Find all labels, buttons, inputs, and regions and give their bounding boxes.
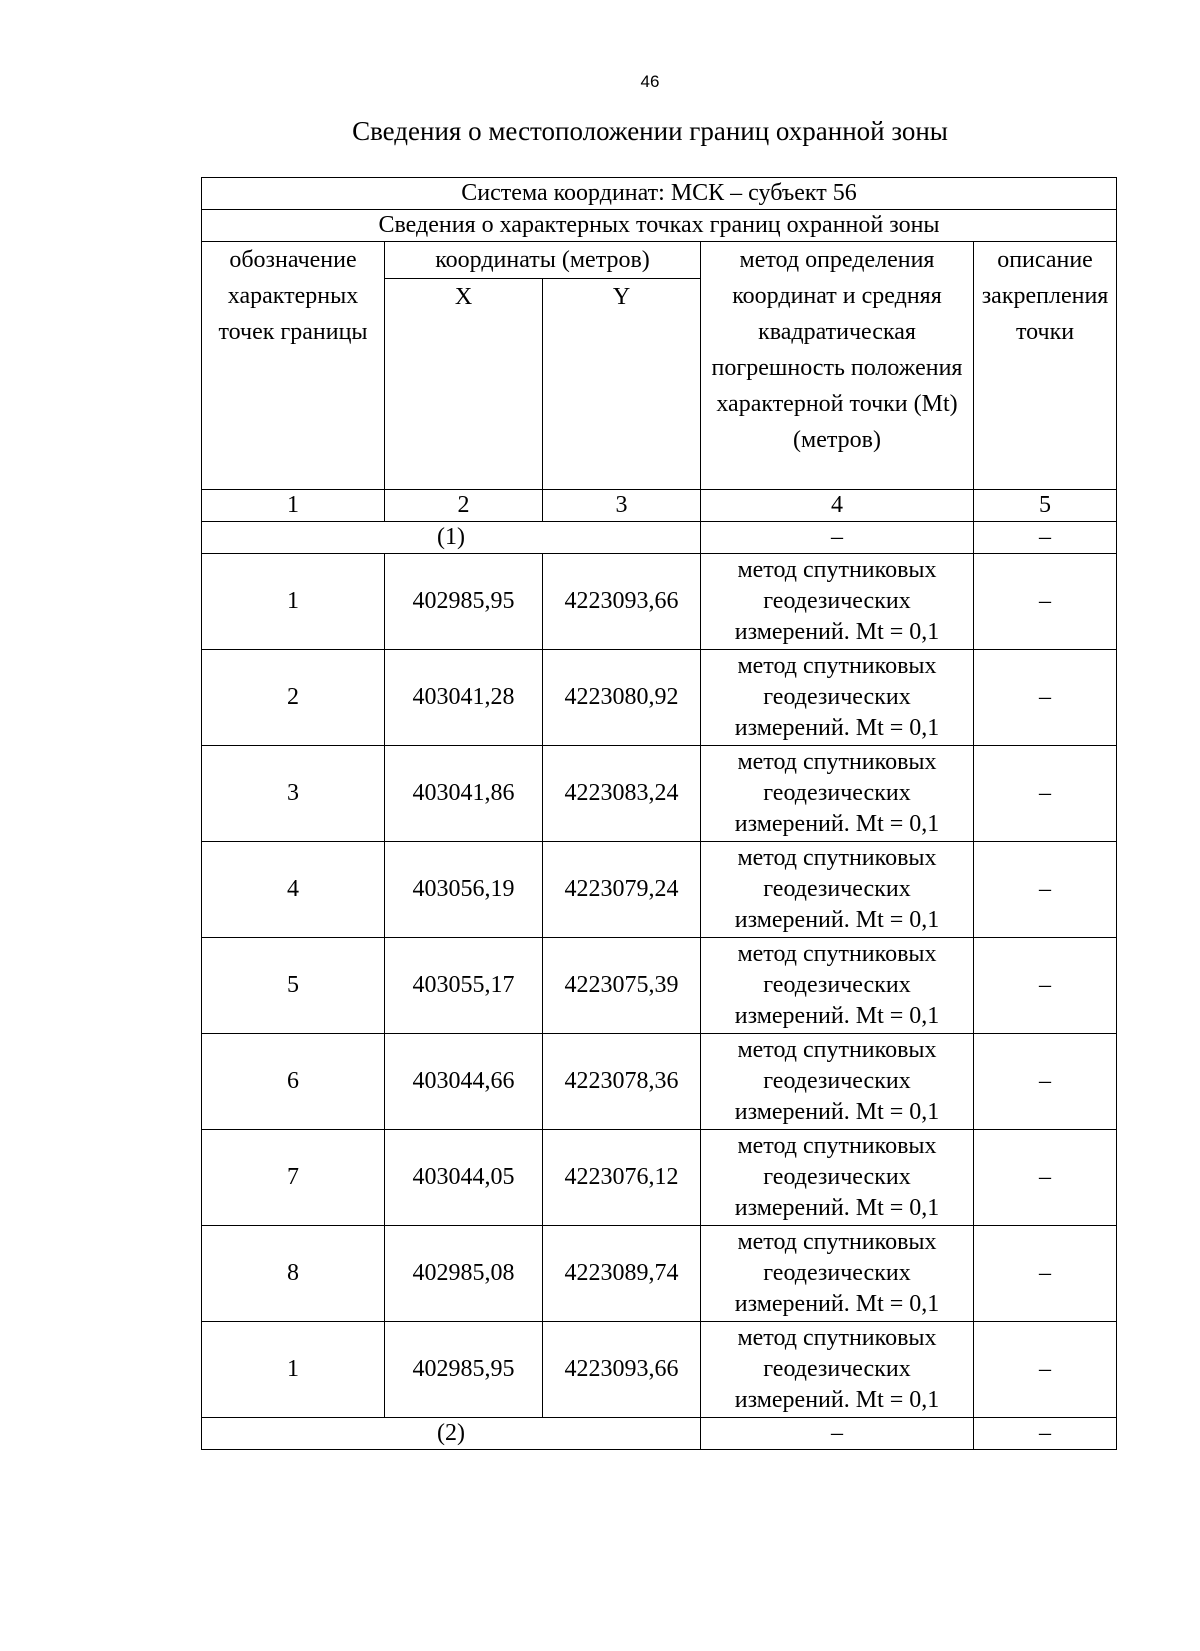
document-title: Сведения о местоположении границ охранной зоны <box>352 116 948 146</box>
y-coordinate-cell: 4223080,92 <box>543 650 701 746</box>
table-row <box>202 1130 1117 1226</box>
method-cell: метод спутниковых геодезических измерений. Mt = 0,1 <box>701 938 974 1034</box>
method-cell: метод спутниковых геодезических измерений. Mt = 0,1 <box>701 1130 974 1226</box>
contour-row-1 <box>202 522 1117 554</box>
x-coordinate-cell: 403044,05 <box>385 1130 543 1226</box>
method-cell: метод спутниковых геодезических измерений. Mt = 0,1 <box>701 1322 974 1418</box>
header-description: описание закрепления точки <box>974 242 1117 490</box>
page-number: 46 <box>640 72 660 91</box>
y-coordinate-cell: 4223093,66 <box>543 554 701 650</box>
x-coordinate-cell: 402985,95 <box>385 1322 543 1418</box>
contour-row-2 <box>202 1418 1117 1450</box>
column-number: 4 <box>701 490 974 522</box>
x-coordinate-cell: 402985,08 <box>385 1226 543 1322</box>
description-cell: – <box>974 1130 1117 1226</box>
description-cell: – <box>974 938 1117 1034</box>
table-row <box>202 1226 1117 1322</box>
contour-method: – <box>701 1418 974 1450</box>
y-coordinate-cell: 4223089,74 <box>543 1226 701 1322</box>
x-coordinate-cell: 403041,28 <box>385 650 543 746</box>
method-cell: метод спутниковых геодезических измерений. Mt = 0,1 <box>701 1034 974 1130</box>
contour-label: (1) <box>202 522 701 554</box>
y-coordinate-cell: 4223076,12 <box>543 1130 701 1226</box>
table-row <box>202 842 1117 938</box>
point-number-cell: 6 <box>202 1034 385 1130</box>
column-number: 1 <box>202 490 385 522</box>
y-coordinate-cell: 4223079,24 <box>543 842 701 938</box>
x-coordinate-cell: 403056,19 <box>385 842 543 938</box>
y-coordinate-cell: 4223083,24 <box>543 746 701 842</box>
point-number-cell: 1 <box>202 554 385 650</box>
description-cell: – <box>974 1226 1117 1322</box>
coordinate-system-cell: Система координат: МСК – субъект 56 <box>202 178 1117 210</box>
description-cell: – <box>974 554 1117 650</box>
method-cell: метод спутниковых геодезических измерений. Mt = 0,1 <box>701 1226 974 1322</box>
point-number-cell: 7 <box>202 1130 385 1226</box>
header-method: метод определения координат и средняя квадратическая погрешность положения характерной точки (Mt) (метров) <box>701 242 974 490</box>
table-row <box>202 1322 1117 1418</box>
point-number-cell: 2 <box>202 650 385 746</box>
description-cell: – <box>974 650 1117 746</box>
section-title-row <box>202 210 1117 242</box>
method-cell: метод спутниковых геодезических измерений. Mt = 0,1 <box>701 842 974 938</box>
y-coordinate-cell: 4223075,39 <box>543 938 701 1034</box>
column-number: 5 <box>974 490 1117 522</box>
y-coordinate-cell: 4223093,66 <box>543 1322 701 1418</box>
contour-label: (2) <box>202 1418 701 1450</box>
contour-description: – <box>974 1418 1117 1450</box>
column-number: 3 <box>543 490 701 522</box>
x-coordinate-cell: 403055,17 <box>385 938 543 1034</box>
point-number-cell: 3 <box>202 746 385 842</box>
contour-method: – <box>701 522 974 554</box>
y-coordinate-cell: 4223078,36 <box>543 1034 701 1130</box>
contour-description: – <box>974 522 1117 554</box>
column-number: 2 <box>385 490 543 522</box>
x-coordinate-cell: 402985,95 <box>385 554 543 650</box>
table-row <box>202 746 1117 842</box>
x-coordinate-cell: 403044,66 <box>385 1034 543 1130</box>
point-number-cell: 1 <box>202 1322 385 1418</box>
method-cell: метод спутниковых геодезических измерений. Mt = 0,1 <box>701 746 974 842</box>
method-cell: метод спутниковых геодезических измерений. Mt = 0,1 <box>701 554 974 650</box>
header-row <box>202 242 1117 279</box>
description-cell: – <box>974 746 1117 842</box>
header-y: Y <box>543 279 701 490</box>
point-number-cell: 4 <box>202 842 385 938</box>
table-row <box>202 938 1117 1034</box>
section-title-cell: Сведения о характерных точках границ охранной зоны <box>202 210 1117 242</box>
header-x: X <box>385 279 543 490</box>
table-row <box>202 1034 1117 1130</box>
table-row <box>202 554 1117 650</box>
method-cell: метод спутниковых геодезических измерений. Mt = 0,1 <box>701 650 974 746</box>
column-numbers-row <box>202 490 1117 522</box>
description-cell: – <box>974 1322 1117 1418</box>
description-cell: – <box>974 842 1117 938</box>
point-number-cell: 5 <box>202 938 385 1034</box>
x-coordinate-cell: 403041,86 <box>385 746 543 842</box>
point-number-cell: 8 <box>202 1226 385 1322</box>
header-coordinates: координаты (метров) <box>385 242 701 279</box>
header-point-designation: обозначение характерных точек границы <box>202 242 385 490</box>
coordinates-table <box>201 177 1117 1450</box>
table-row <box>202 650 1117 746</box>
coordinate-system-row <box>202 178 1117 210</box>
description-cell: – <box>974 1034 1117 1130</box>
